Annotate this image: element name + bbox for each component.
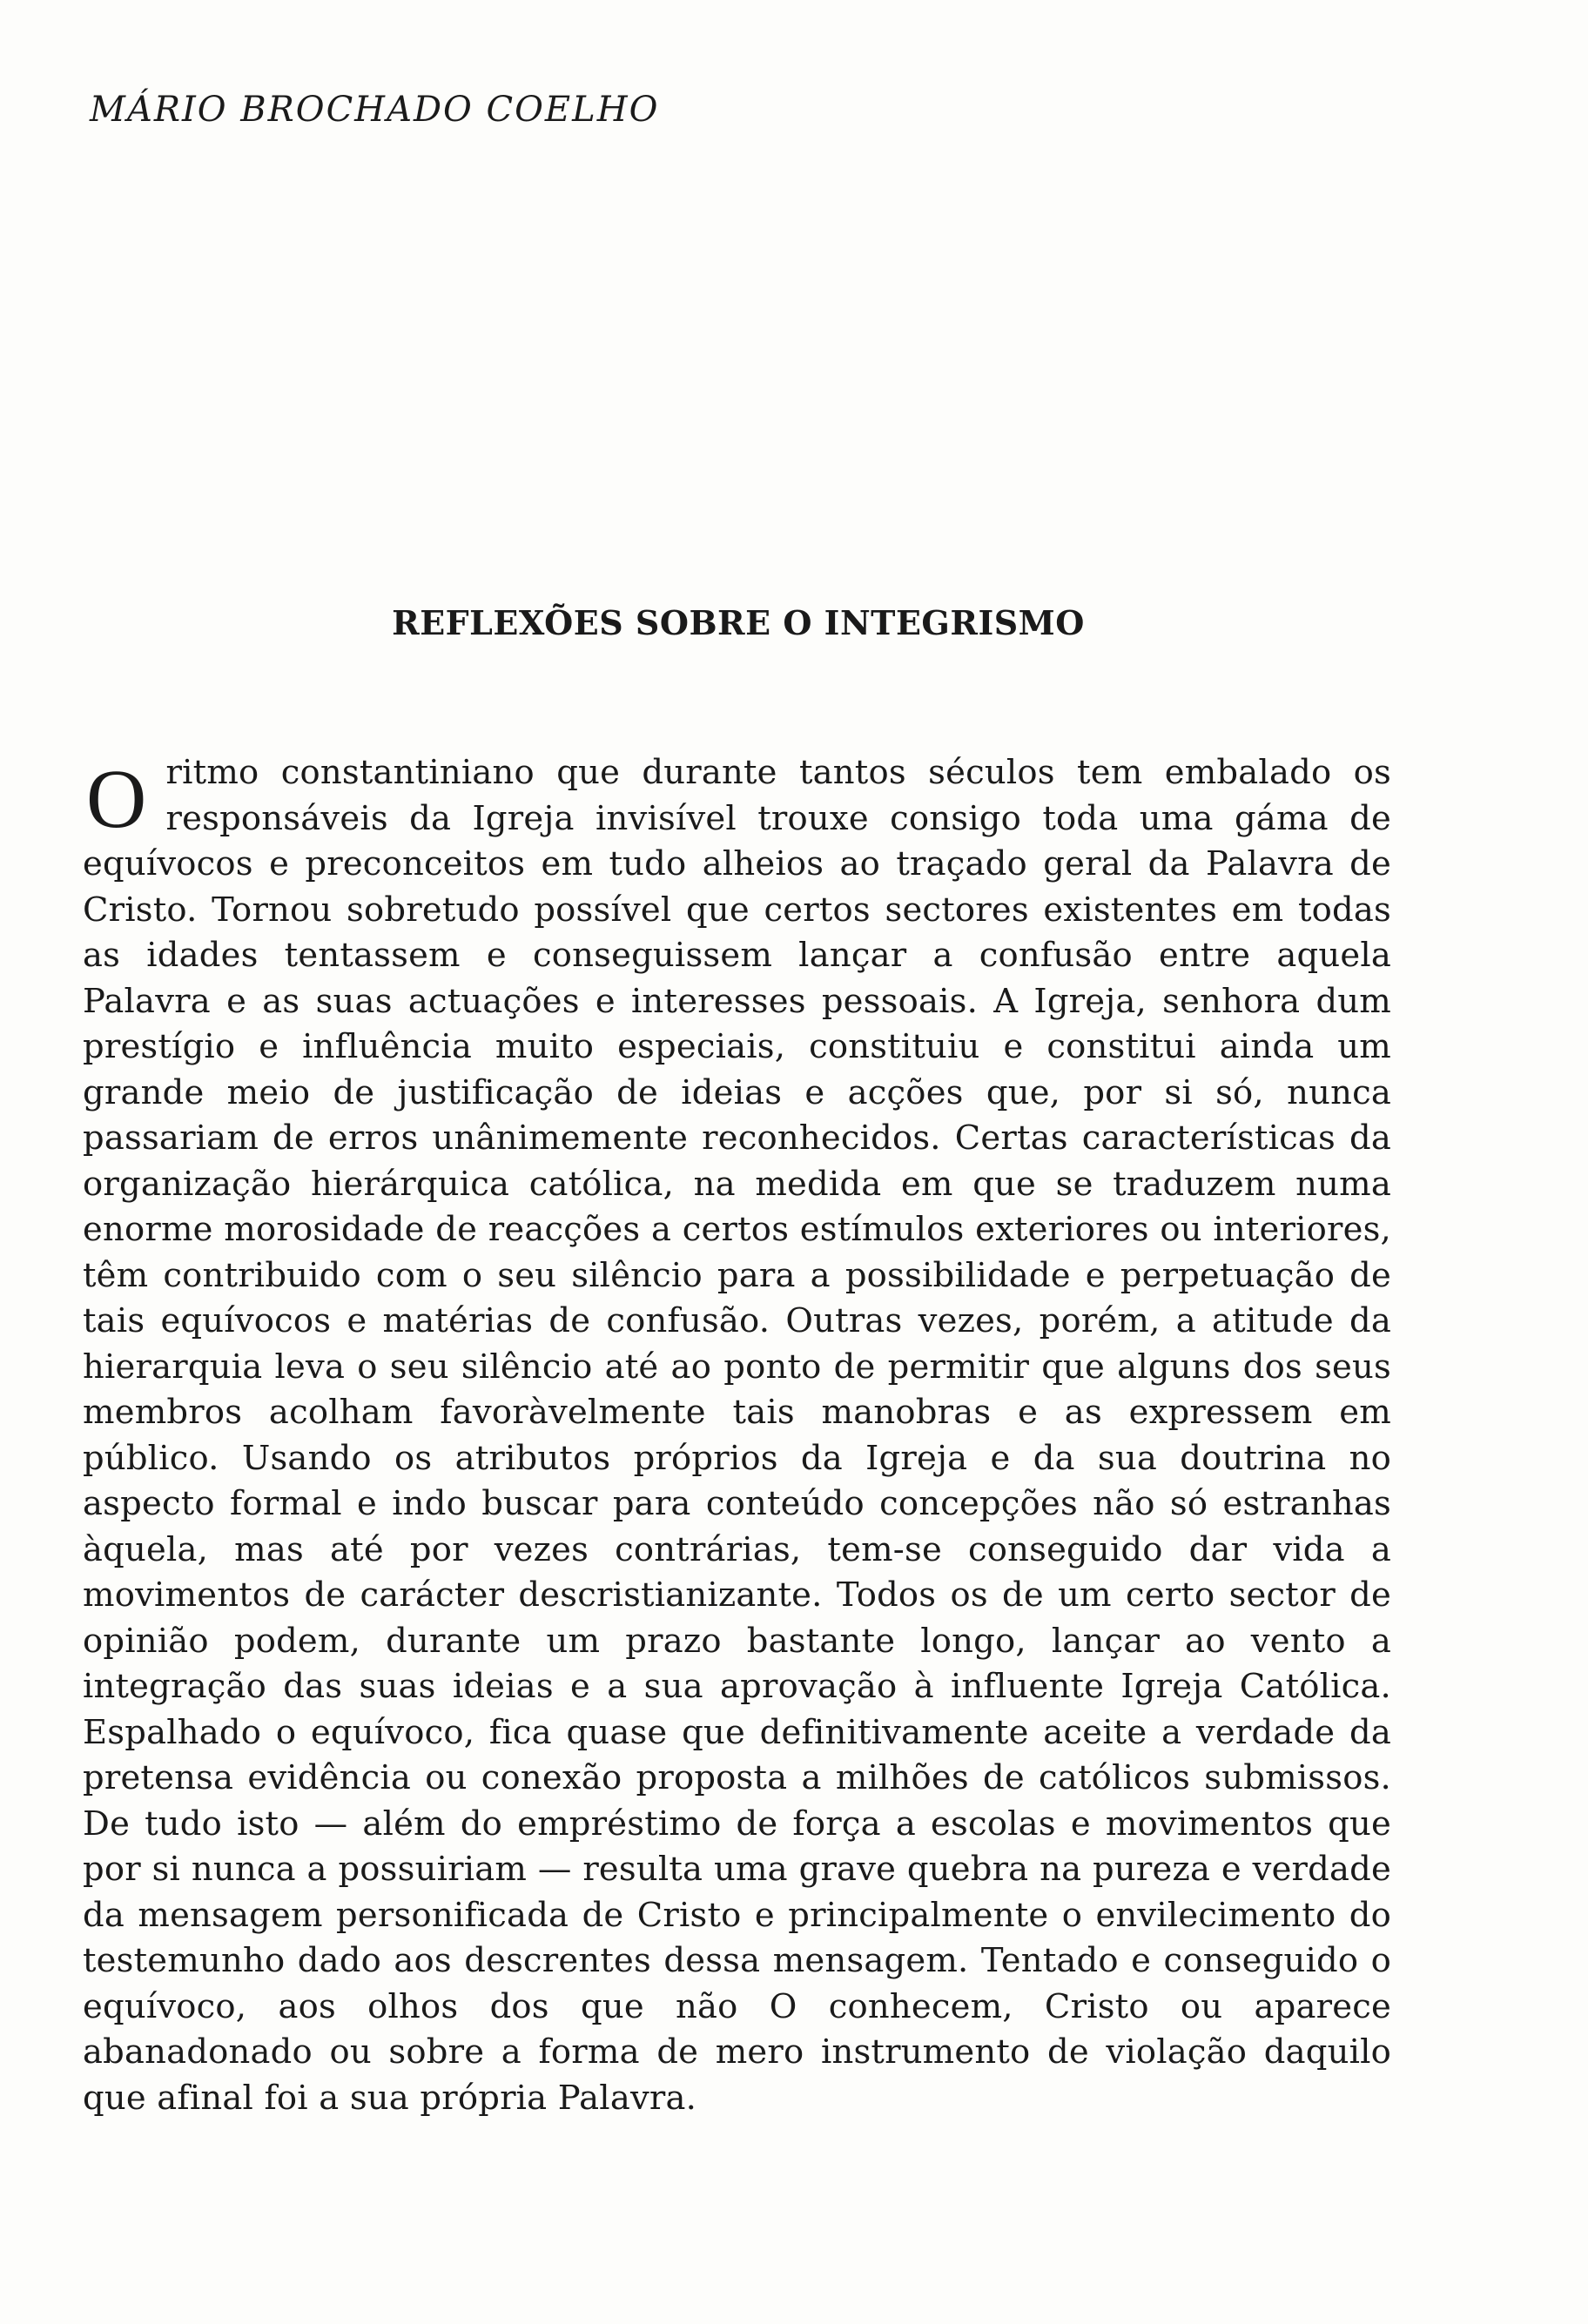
article-title: REFLEXÕES SOBRE O INTEGRISMO — [392, 603, 1085, 642]
article-body-paragraph — [83, 750, 1391, 2121]
author-name: MÁRIO BROCHADO COELHO — [90, 90, 660, 130]
paragraph-text: ritmo constantiniano que durante tantos séculos tem embalado os responsáveis da Igreja invisível trouxe consigo toda uma gáma de equívocos e preconceitos em tudo alheios ao traçado geral da Palavra de Cristo. Tornou sobretudo possível que certos sectores existentes em todas as idades tentassem e conseguissem lançar a confusão entre aquela Palavra e as suas actuações e interesses pessoais. A Igreja, senhora dum prestígio e influência muito especiais, constituiu e constitui ainda um grande meio de justificação de ideias e acções que, por si só, nunca passariam de erros unânimemente reconhecidos. Certas características da organização hierárquica católica, na medida em que se traduzem numa enorme morosidade de reacções a certos estímulos exteriores ou interiores, têm contribuido com o seu silêncio para a possibilidade e perpetuação de tais equívocos e matérias de confusão. Outras vezes, porém, a atitude da hierarquia leva o seu silêncio até ao ponto de permitir que alguns dos seus membros acolham favoràvelmente tais manobras e as expressem em público. Usando os atributos próprios da Igreja e da sua doutrina no aspecto formal e indo buscar para conteúdo concepções não só estranhas àquela, mas até por vezes contrárias, tem-se conseguido dar vida a movimentos de carácter descristianizante. Todos os de um certo sector de opinião podem, durante um prazo bastante longo, lançar ao vento a integração das suas ideias e a sua aprovação à influente Igreja Católica. Espalhado o equívoco, fica quase que definitivamente aceite a verdade da pretensa evidência ou conexão proposta a milhões de católicos submissos. De tudo isto — além do empréstimo de força a escolas e movimentos que por si nunca a possuiriam — resulta uma grave quebra na pureza e verdade da mensagem personificada de Cristo e principalmente o envilecimento do testemunho dado aos descrentes dessa mensagem. Tentado e conseguido o equívoco, aos olhos dos que não O conhecem, Cristo ou aparece abanadonado ou sobre a forma de mero instrumento de violação daquilo que afinal foi a sua própria Palavra. — [83, 753, 1391, 2118]
drop-cap: O — [86, 752, 147, 845]
